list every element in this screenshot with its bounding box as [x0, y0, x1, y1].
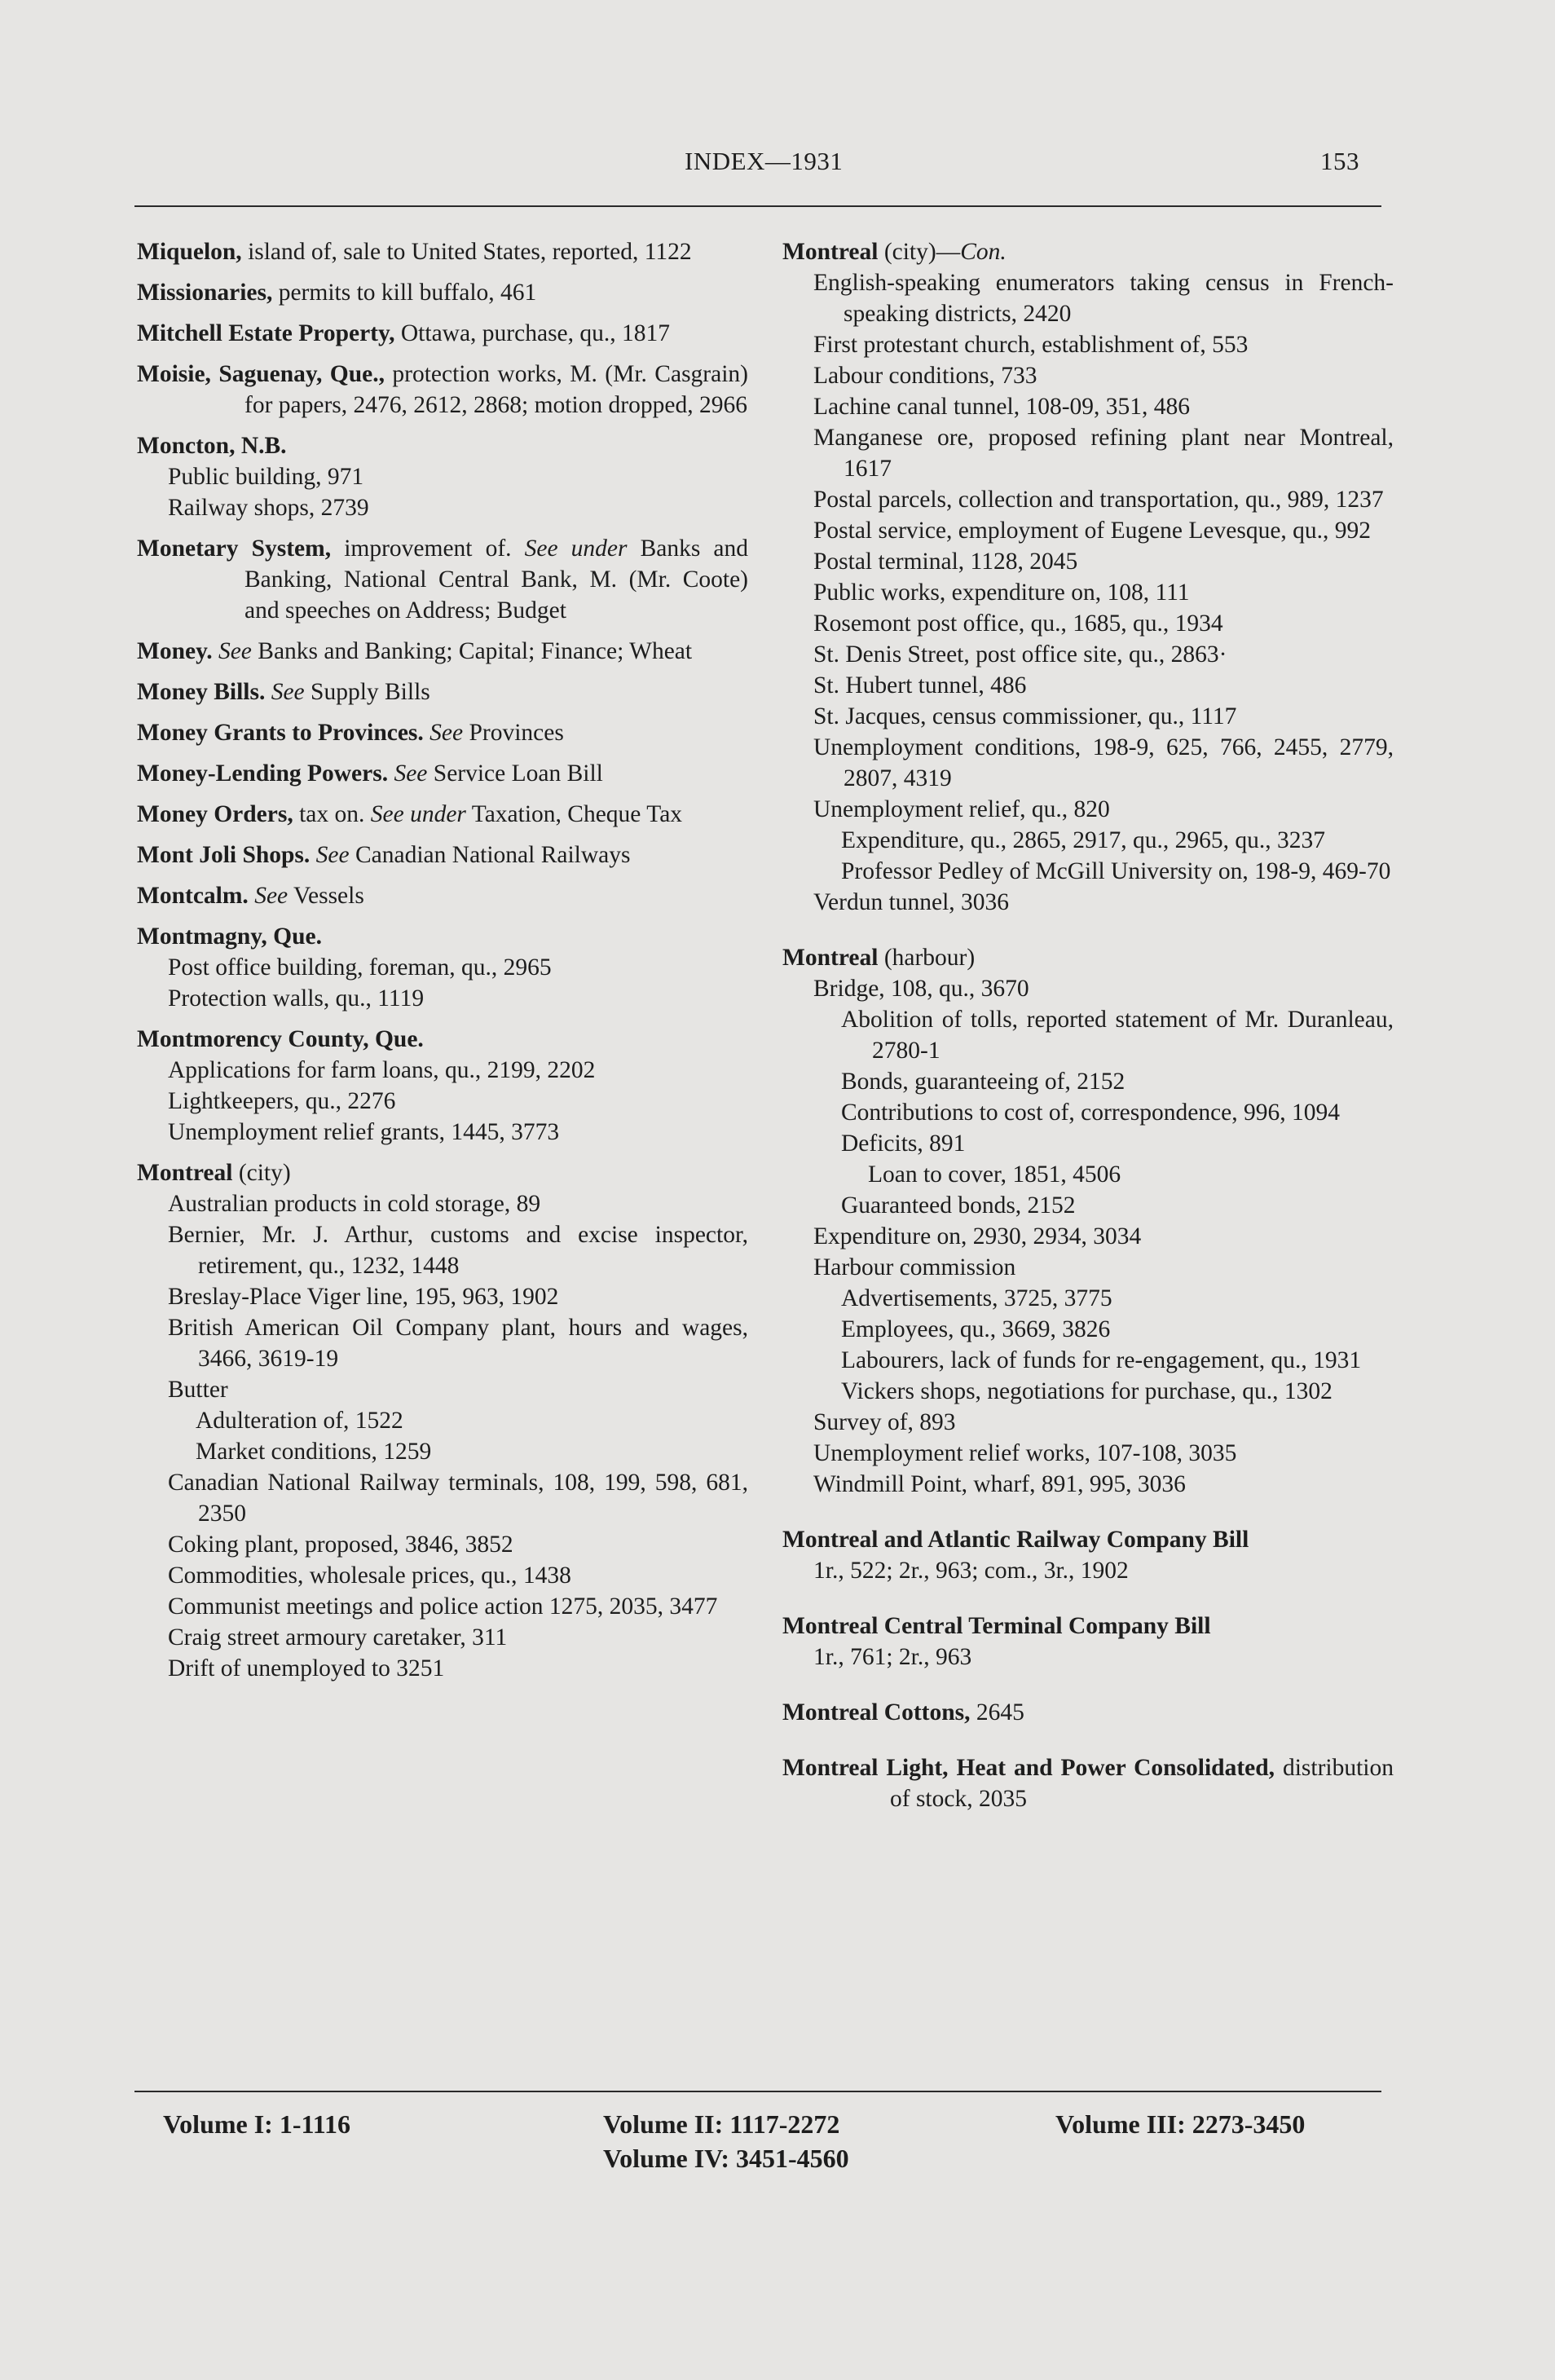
sub-sub-entry: Contributions to cost of, correspondence, 996, 1094	[841, 1100, 1341, 1126]
sub-sub-entry: Advertisements, 3725, 3775	[841, 1285, 1112, 1311]
index-entry	[137, 636, 748, 667]
index-entry	[137, 1157, 748, 1684]
entry-text: Supply Bills	[304, 679, 430, 705]
sub-sub-entry: Market conditions, 1259	[196, 1439, 432, 1465]
sub-entry: Unemployment relief grants, 1445, 3773	[168, 1119, 560, 1145]
entry-heading: Mont Joli Shops.	[137, 842, 311, 868]
sub-sub-entry: Deficits, 891	[841, 1130, 966, 1157]
volume-3-range: Volume III: 2273-3450	[1055, 2109, 1306, 2139]
sub-entry: Verdun tunnel, 3036	[813, 889, 1010, 915]
sub-entry: Bridge, 108, qu., 3670	[813, 976, 1029, 1002]
bottom-rule	[134, 2091, 1381, 2092]
sub-entry: Canadian National Railway terminals, 108, 199, 598, 681, 2350	[168, 1470, 748, 1527]
sub-entry: Unemployment conditions, 198-9, 625, 766, 2455, 2779, 2807, 4319	[813, 734, 1394, 791]
index-entry	[137, 1024, 748, 1148]
sub-entry: Lightkeepers, qu., 2276	[168, 1088, 396, 1114]
entry-text: (harbour)	[878, 945, 976, 971]
continued-mark: Con.	[960, 239, 1007, 265]
entry-heading: Money.	[137, 638, 213, 664]
sub-entry: Butter	[168, 1377, 228, 1403]
index-entry	[137, 717, 748, 748]
sub-entry: Coking plant, proposed, 3846, 3852	[168, 1532, 513, 1558]
sub-entry: English-speaking enumerators taking census in French-speaking districts, 2420	[813, 270, 1394, 327]
sub-entry: St. Hubert tunnel, 486	[813, 672, 1027, 699]
entry-heading: Money Grants to Provinces.	[137, 720, 424, 746]
entry-heading: Montreal Light, Heat and Power Consolidated,	[782, 1755, 1275, 1781]
entry-text: Vessels	[288, 883, 364, 909]
index-entry	[782, 1752, 1394, 1814]
entry-text: (city)—	[878, 239, 961, 265]
entry-heading: Montcalm.	[137, 883, 249, 909]
entry-heading: Montreal	[137, 1160, 233, 1186]
entry-heading: Montreal Central Terminal Company Bill	[782, 1613, 1211, 1639]
sub-entry: Postal terminal, 1128, 2045	[813, 549, 1078, 575]
top-rule	[134, 205, 1381, 207]
entry-text: Service Loan Bill	[427, 760, 603, 787]
sub-entry: Railway shops, 2739	[168, 495, 369, 521]
index-entry	[137, 236, 748, 267]
entry-text: Banks and Banking, National Central Bank, M. (Mr. Coote) and speeches on Address; Budget	[244, 536, 749, 624]
index-entry	[137, 840, 748, 870]
volume-1-range: Volume I: 1-1116	[163, 2109, 350, 2139]
entry-heading: Montmorency County, Que.	[137, 1026, 424, 1052]
sub-sub-entry: Employees, qu., 3669, 3826	[841, 1316, 1111, 1342]
index-entry	[782, 942, 1394, 1500]
sub-sub-entry: Guaranteed bonds, 2152	[841, 1192, 1076, 1219]
sub-entry: St. Jacques, census commissioner, qu., 1117	[813, 703, 1237, 729]
entry-text: Provinces	[463, 720, 564, 746]
sub-entry: Applications for farm loans, qu., 2199, 2202	[168, 1057, 596, 1083]
sub-entry: First protestant church, establishment of, 553	[813, 332, 1249, 358]
entry-heading: Montreal Cottons,	[782, 1699, 971, 1726]
sub-entry: Public works, expenditure on, 108, 111	[813, 580, 1190, 606]
entry-text: 1r., 522; 2r., 963; com., 3r., 1902	[813, 1558, 1129, 1584]
running-title: INDEX—1931	[685, 147, 844, 175]
sub-entry: Manganese ore, proposed refining plant near Montreal, 1617	[813, 425, 1394, 482]
index-entry	[137, 533, 748, 626]
sub-entry: Labour conditions, 733	[813, 363, 1037, 389]
volume-4-range: Volume IV: 3451-4560	[603, 2144, 849, 2173]
page-number: 153	[1320, 147, 1359, 175]
entry-text: improvement of.	[331, 536, 525, 562]
index-entry	[782, 236, 1394, 918]
entry-text: Canadian National Railways	[349, 842, 631, 868]
index-entry	[137, 359, 748, 421]
see-reference: See	[248, 883, 289, 909]
index-entry	[782, 1524, 1394, 1586]
sub-entry: Post office building, foreman, qu., 2965	[168, 954, 552, 981]
right-column	[782, 236, 1394, 1824]
sub-entry: Breslay-Place Viger line, 195, 963, 1902	[168, 1284, 559, 1310]
sub-sub-entry: Labourers, lack of funds for re-engagement, qu., 1931	[841, 1347, 1362, 1373]
entry-heading: Missionaries,	[137, 280, 273, 306]
index-entry	[137, 799, 748, 830]
sub-entry: Expenditure on, 2930, 2934, 3034	[813, 1223, 1142, 1250]
sub-entry: Communist meetings and police action 1275, 2035, 3477	[168, 1593, 718, 1620]
sub-entry: Unemployment relief, qu., 820	[813, 796, 1110, 822]
index-entry	[137, 318, 748, 349]
entry-heading: Miquelon,	[137, 239, 242, 265]
sub-entry: Unemployment relief works, 107-108, 3035	[813, 1440, 1237, 1466]
volume-2-range: Volume II: 1117-2272	[603, 2109, 840, 2139]
entry-heading: Monetary System,	[137, 536, 332, 562]
entry-heading: Money-Lending Powers.	[137, 760, 389, 787]
sub-sub-entry: Professor Pedley of McGill University on, 198-9, 469-70	[841, 858, 1391, 884]
sub-sub-sub-entry: Loan to cover, 1851, 4506	[868, 1161, 1121, 1188]
entry-text: permits to kill buffalo, 461	[272, 280, 537, 306]
entry-text: protection works, M. (Mr. Casgrain) for papers, 2476, 2612, 2868; motion dropped, 2966	[244, 361, 748, 418]
index-entry	[137, 430, 748, 523]
left-column	[137, 236, 748, 1694]
index-entry	[137, 880, 748, 911]
index-entry	[137, 677, 748, 707]
entry-text: Banks and Banking; Capital; Finance; Wheat	[251, 638, 693, 664]
sub-entry: Commodities, wholesale prices, qu., 1438	[168, 1562, 571, 1589]
sub-entry: Drift of unemployed to 3251	[168, 1655, 445, 1681]
see-reference: See under	[524, 536, 628, 562]
sub-entry: Australian products in cold storage, 89	[168, 1191, 541, 1217]
sub-entry: Protection walls, qu., 1119	[168, 985, 425, 1012]
sub-entry: Survey of, 893	[813, 1409, 956, 1435]
sub-sub-entry: Adulteration of, 1522	[196, 1408, 403, 1434]
see-reference: See	[388, 760, 428, 787]
sub-entry: Public building, 971	[168, 464, 364, 490]
entry-text: Ottawa, purchase, qu., 1817	[394, 320, 671, 346]
entry-heading: Montmagny, Que.	[137, 923, 322, 950]
see-reference: See	[310, 842, 350, 868]
see-reference: See	[265, 679, 305, 705]
entry-text: island of, sale to United States, reported, 1122	[241, 239, 692, 265]
index-entry	[782, 1611, 1394, 1673]
sub-entry: Rosemont post office, qu., 1685, qu., 1934	[813, 610, 1223, 637]
entry-heading: Money Orders,	[137, 801, 293, 827]
sub-entry: Postal parcels, collection and transportation, qu., 989, 1237	[813, 487, 1384, 513]
sub-sub-entry: Abolition of tolls, reported statement of Mr. Duranleau, 2780-1	[841, 1007, 1394, 1064]
entry-heading: Montreal	[782, 239, 879, 265]
index-entry	[137, 758, 748, 789]
entry-heading: Moisie, Saguenay, Que.,	[137, 361, 385, 387]
sub-entry: Bernier, Mr. J. Arthur, customs and excise inspector, retirement, qu., 1232, 1448	[168, 1222, 748, 1279]
sub-entry: St. Denis Street, post office site, qu., 2863·	[813, 641, 1227, 668]
entry-heading: Montreal	[782, 945, 879, 971]
sub-entry: Harbour commission	[813, 1254, 1016, 1280]
entry-text: tax on.	[293, 801, 371, 827]
entry-heading: Montreal and Atlantic Railway Company Bill	[782, 1527, 1249, 1553]
entry-heading: Money Bills.	[137, 679, 266, 705]
sub-sub-entry: Vickers shops, negotiations for purchase, qu., 1302	[841, 1378, 1333, 1404]
see-reference: See	[423, 720, 464, 746]
index-entry	[137, 921, 748, 1014]
index-entry	[782, 1697, 1394, 1728]
sub-entry: Postal service, employment of Eugene Levesque, qu., 992	[813, 518, 1372, 544]
sub-entry: British American Oil Company plant, hours and wages, 3466, 3619-19	[168, 1315, 748, 1372]
entry-heading: Moncton, N.B.	[137, 433, 287, 459]
sub-sub-entry: Expenditure, qu., 2865, 2917, qu., 2965, qu., 3237	[841, 827, 1326, 853]
index-entry	[137, 277, 748, 308]
sub-entry: Windmill Point, wharf, 891, 995, 3036	[813, 1471, 1186, 1497]
see-reference: See	[212, 638, 252, 664]
entry-text: 2645	[970, 1699, 1024, 1726]
entry-text: 1r., 761; 2r., 963	[813, 1644, 972, 1670]
entry-text: distribution of stock, 2035	[890, 1755, 1394, 1812]
entry-text: (city)	[232, 1160, 291, 1186]
sub-entry: Lachine canal tunnel, 108-09, 351, 486	[813, 394, 1191, 420]
sub-entry: Craig street armoury caretaker, 311	[168, 1624, 508, 1651]
sub-sub-entry: Bonds, guaranteeing of, 2152	[841, 1069, 1126, 1095]
see-reference: See under	[370, 801, 466, 827]
entry-text: Taxation, Cheque Tax	[465, 801, 683, 827]
volume-2-4-ranges	[603, 2107, 849, 2175]
entry-heading: Mitchell Estate Property,	[137, 320, 395, 346]
